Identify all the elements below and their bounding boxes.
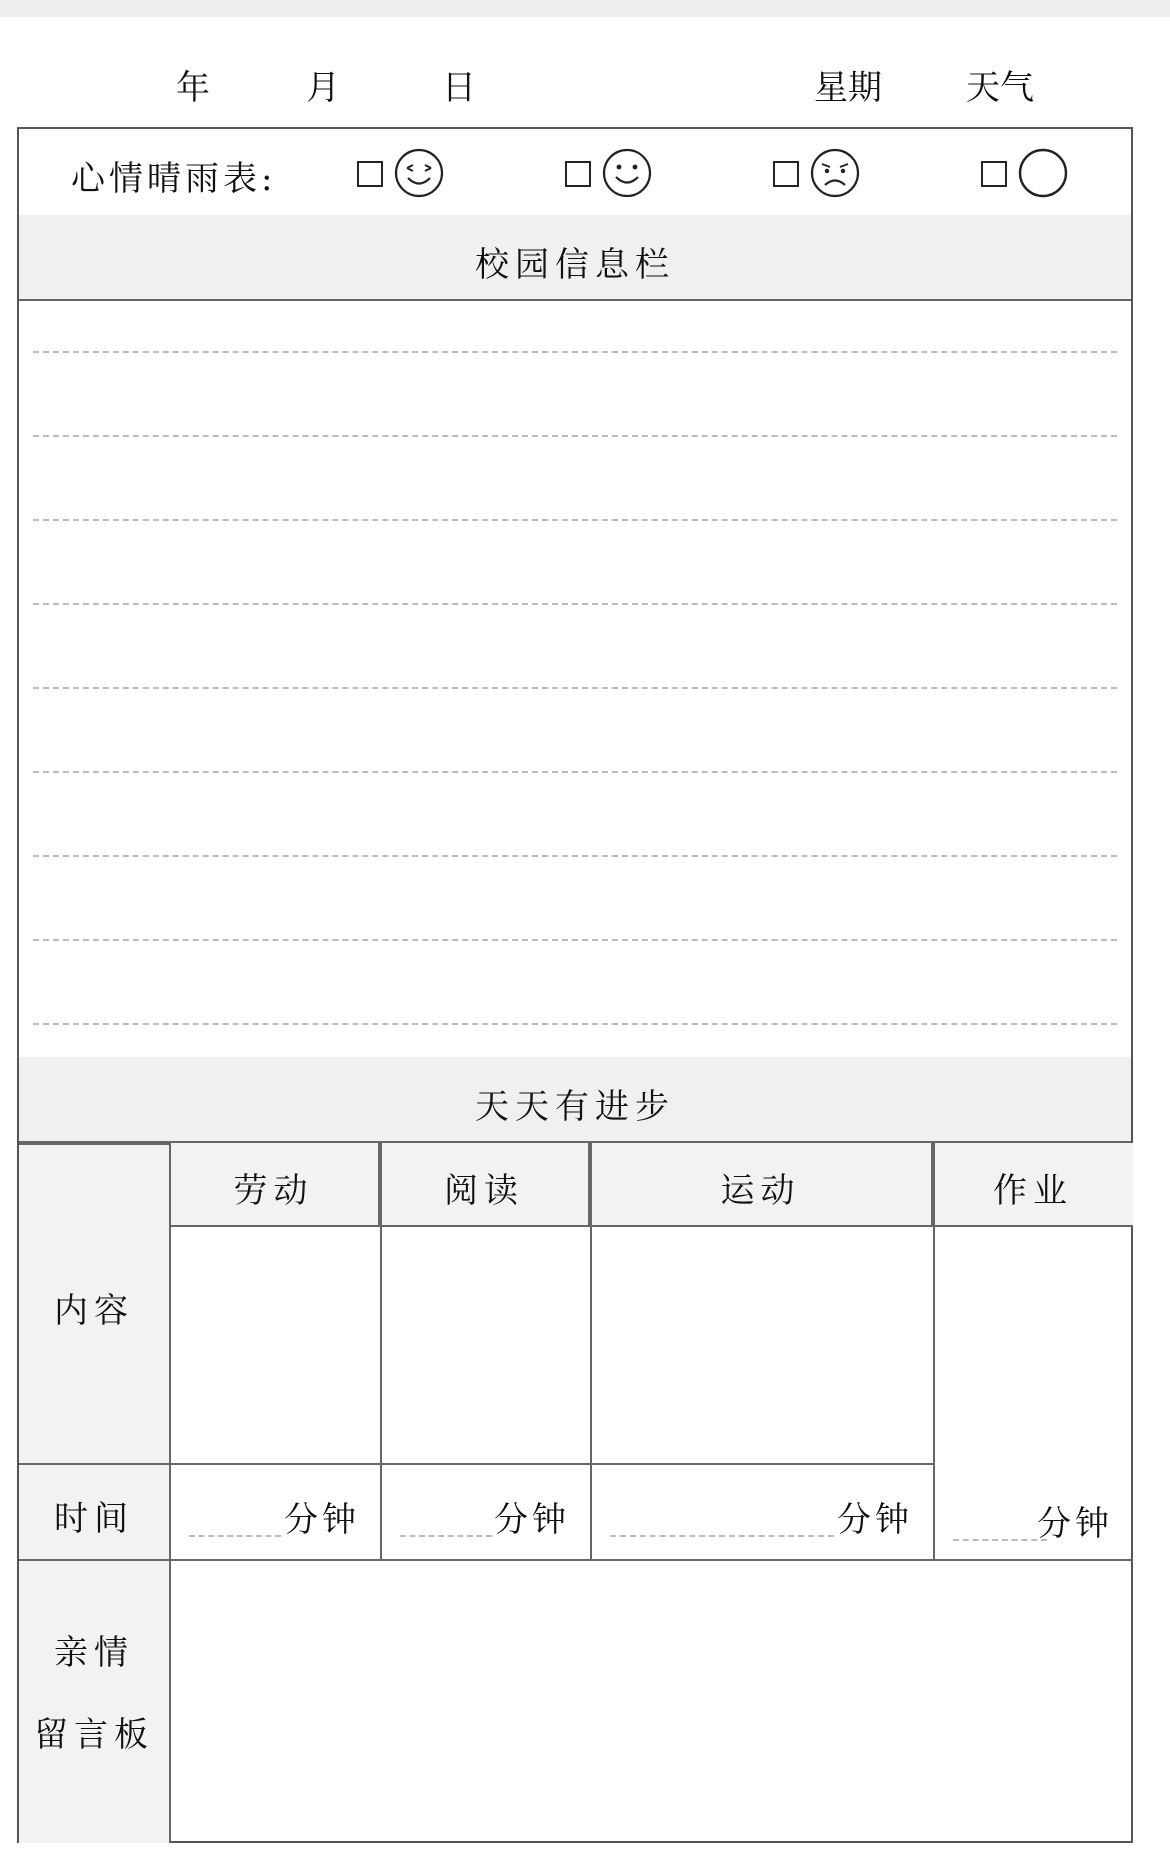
reading-time-cell[interactable]: [382, 1465, 590, 1559]
mood-row: [19, 129, 1131, 217]
weekday-label: 星期: [814, 68, 882, 108]
sad-face-icon: [809, 147, 861, 199]
writing-line: [33, 435, 1117, 437]
message-board-area[interactable]: [171, 1561, 1133, 1843]
mood-checkbox[interactable]: [981, 161, 1007, 187]
grid-line: [19, 1143, 169, 1145]
progress-table: [19, 1143, 1131, 1843]
writing-line: [33, 771, 1117, 773]
writing-line: [33, 603, 1117, 605]
time-row-label: [19, 1465, 169, 1559]
mood-checkbox[interactable]: [357, 161, 383, 187]
column-header-labor: 劳动: [169, 1143, 380, 1227]
column-header-sports: 运动: [590, 1143, 933, 1227]
column-header-homework: 作业: [933, 1143, 1133, 1227]
progress-title: 天天有进步: [475, 1087, 675, 1127]
labor-content-cell[interactable]: [171, 1229, 378, 1463]
diary-sheet: [17, 127, 1133, 1843]
sports-time-cell[interactable]: [592, 1465, 933, 1559]
year-label: 年: [176, 68, 210, 108]
column-header-reading: 阅读: [380, 1143, 590, 1227]
reading-content-cell[interactable]: [382, 1229, 588, 1463]
mood-label: 心情晴雨表:: [71, 159, 277, 199]
time-unit: 分钟: [284, 1500, 360, 1540]
mood-checkbox[interactable]: [565, 161, 591, 187]
blank-circle-icon: [1017, 147, 1069, 199]
top-band: [0, 0, 1170, 17]
weather-label: 天气: [966, 68, 1034, 108]
campus-info-header: [19, 215, 1131, 301]
writing-line: [33, 855, 1117, 857]
writing-line: [33, 1023, 1117, 1025]
content-label: 内容: [54, 1291, 134, 1331]
time-label: 时间: [54, 1499, 134, 1539]
homework-time-cell[interactable]: [935, 1465, 1133, 1559]
message-board-label-line1: 亲情: [54, 1633, 134, 1673]
content-row-label: [19, 1143, 169, 1463]
laughing-face-icon: [393, 147, 445, 199]
time-unit: 分钟: [1037, 1504, 1113, 1544]
homework-content-cell[interactable]: [935, 1229, 1133, 1463]
progress-header: [19, 1057, 1131, 1143]
writing-line: [33, 939, 1117, 941]
campus-info-title: 校园信息栏: [475, 245, 675, 285]
writing-line: [33, 351, 1117, 353]
mood-checkbox[interactable]: [773, 161, 799, 187]
labor-time-cell[interactable]: [171, 1465, 380, 1559]
smiling-face-icon: [601, 147, 653, 199]
time-blank: [400, 1535, 492, 1537]
time-unit: 分钟: [494, 1500, 570, 1540]
message-board-label: [19, 1561, 169, 1843]
day-label: 日: [442, 68, 476, 108]
month-label: 月: [306, 68, 340, 108]
writing-line: [33, 687, 1117, 689]
message-board-label-line2: 留言板: [34, 1715, 154, 1755]
date-row: [0, 60, 1170, 116]
sports-content-cell[interactable]: [592, 1229, 931, 1463]
time-unit: 分钟: [837, 1500, 913, 1540]
time-blank: [610, 1535, 834, 1537]
time-blank: [189, 1535, 281, 1537]
campus-info-writing-area[interactable]: [19, 301, 1131, 1059]
time-blank: [953, 1539, 1047, 1541]
writing-line: [33, 519, 1117, 521]
